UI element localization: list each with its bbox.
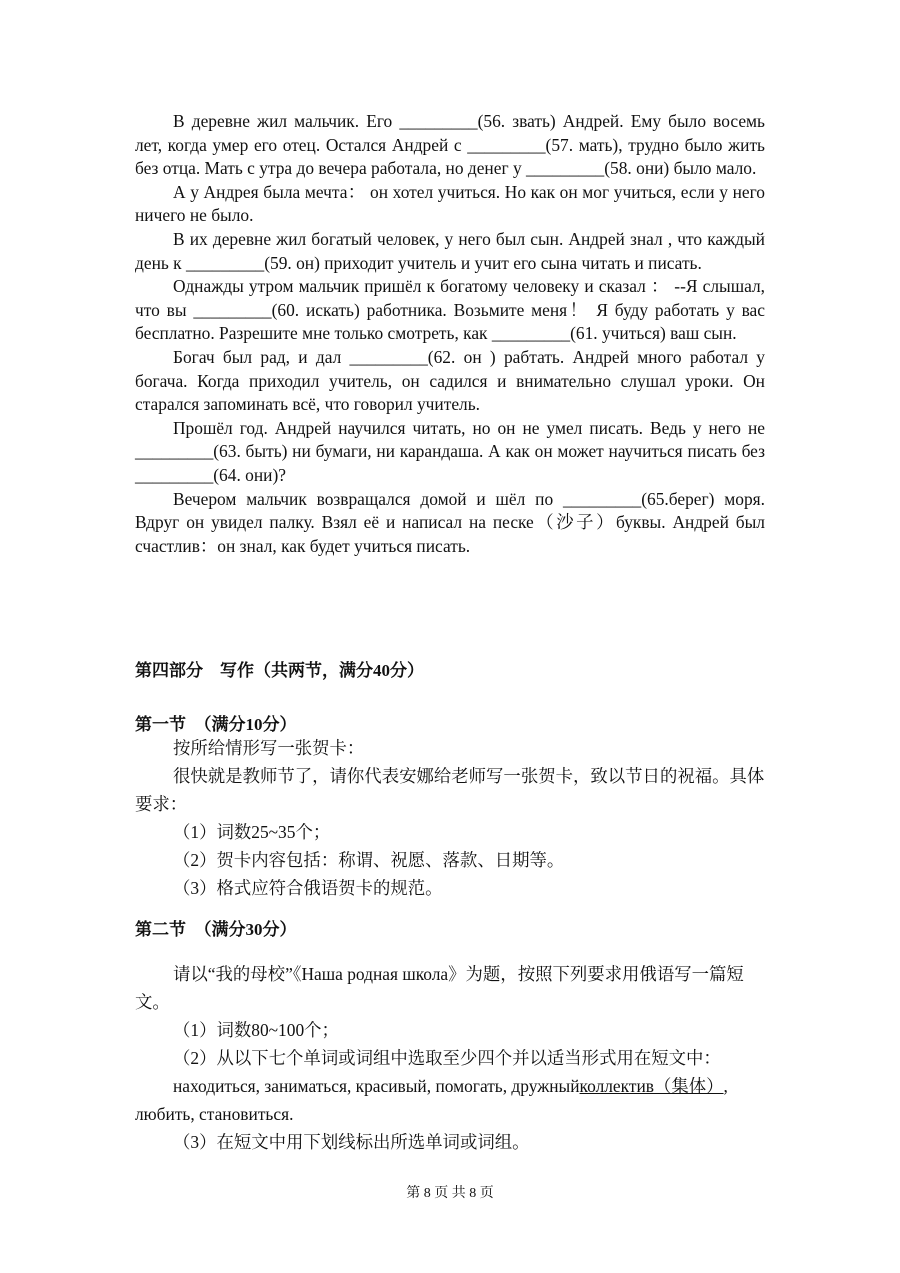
part4-heading: 第四部分 写作（共两节，满分40分） <box>135 661 424 680</box>
section1-body <box>135 734 765 902</box>
section2-heading: 第二节 （满分30分） <box>135 920 297 939</box>
section2-task: 请以“我的母校”《Наша родная школа》为题，按照下列要求用俄语写一篇短文。 <box>135 964 744 1012</box>
passage-paragraph: Прошёл год. Андрей научился читать, но он не умел писать. Ведь у него не _________(63. быть) ни бумаги, ни карандаша. А как он может научиться писать без _________(64. они)? <box>135 417 765 485</box>
section1-heading: 第一节 （满分10分） <box>135 715 297 734</box>
passage-paragraph: А у Андрея была мечта： он хотел учиться. Но как он мог учиться, если у него ничего не было. <box>135 181 765 226</box>
page-footer: 第 8 页 共 8 页 <box>406 1186 494 1201</box>
word-list-continued: любить, становиться. <box>135 1104 294 1124</box>
passage-paragraph: В деревне жил мальчик. Его _________(56. звать) Андрей. Ему было восемь лет, когда умер его отец. Остался Андрей с _________(57. мать), трудно было жить без отца. Мать с утра до вечера работала, но денег у _________(58. они) было мало. <box>135 111 765 179</box>
word-list <box>135 1072 765 1100</box>
passage-paragraph: Вечером мальчик возвращался домой и шёл по _________(65.берег) моря. Вдруг он увидел палку. Взял её и написал на песке（沙子）буквы. Андрей был счастлив：он знал, как будет учиться писать. <box>135 488 765 556</box>
requirement-item: （1）词数80~100个； <box>173 1020 339 1040</box>
underlined-word: коллектив（集体） <box>579 1076 724 1096</box>
section1-task: 很快就是教师节了，请你代表安娜给老师写一张贺卡，致以节日的祝福。具体要求： <box>135 766 765 814</box>
requirement-item: （2）从以下七个单词或词组中选取至少四个并以适当形式用在短文中： <box>173 1048 721 1068</box>
requirement-item: （1）词数25~35个； <box>173 822 331 842</box>
requirement-item: （3）在短文中用下划线标出所选单词或词组。 <box>173 1132 530 1152</box>
passage-paragraph: В их деревне жил богатый человек, у него был сын. Андрей знал , что каждый день к _________(59. он) приходит учитель и учит его сына читать и писать. <box>135 228 765 273</box>
requirement-item: （3）格式应符合俄语贺卡的规范。 <box>173 878 443 898</box>
word-list-text: находиться, заниматься, красивый, помогать, дружный <box>173 1076 580 1096</box>
requirement-item: （2）贺卡内容包括：称谓、祝愿、落款、日期等。 <box>173 850 565 870</box>
section1-intro: 按所给情形写一张贺卡： <box>173 738 365 758</box>
reading-passage <box>135 110 765 558</box>
passage-paragraph: Богач был рад, и дал _________(62. он ) рабтать. Андрей много работал у богача. Когда приходил учитель, он садился и внимательно слушал уроки. Он старался запоминать всё, что говорил учитель. <box>135 346 765 415</box>
section2-body <box>135 960 765 1156</box>
passage-paragraph: Однажды утром мальчик пришёл к богатому человеку и сказал ： --Я слышал, что вы _________(60. искать) работника. Возьмите меня！ Я буду работать у вас бесплатно. Разрешите мне только смотреть, как _________(61. учиться) ваш сын. <box>135 276 765 344</box>
word-list-comma: , <box>723 1076 728 1096</box>
